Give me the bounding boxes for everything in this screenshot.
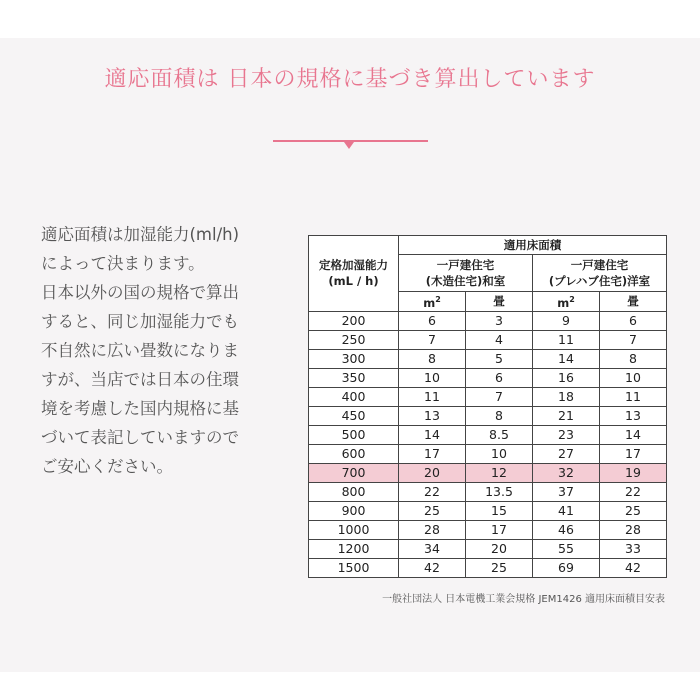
unit-m2: $m^2$ <box>399 292 466 312</box>
table-cell: 22 <box>600 482 667 501</box>
table-cell: 3 <box>466 311 533 330</box>
table-cell: 17 <box>399 444 466 463</box>
table-cell: 28 <box>600 520 667 539</box>
table-cell: 46 <box>533 520 600 539</box>
table-cell: 8 <box>399 349 466 368</box>
unit-tatami: 畳 <box>600 292 667 312</box>
table-cell: 41 <box>533 501 600 520</box>
table-row <box>309 463 667 482</box>
table-row <box>309 349 667 368</box>
table-cell: 15 <box>466 501 533 520</box>
area-table <box>308 235 667 578</box>
table-cell: 9 <box>533 311 600 330</box>
table-body <box>309 311 667 577</box>
table-cell: 450 <box>309 406 399 425</box>
table-cell: 18 <box>533 387 600 406</box>
table-cell: 42 <box>600 558 667 577</box>
unit-m2: $m^2$ <box>533 292 600 312</box>
table-cell: 6 <box>600 311 667 330</box>
table-row <box>309 311 667 330</box>
table-row <box>309 482 667 501</box>
table-cell: 700 <box>309 463 399 482</box>
table-cell: 7 <box>399 330 466 349</box>
table-cell: 200 <box>309 311 399 330</box>
table-cell: 10 <box>466 444 533 463</box>
table-cell: 8 <box>466 406 533 425</box>
table-cell: 1200 <box>309 539 399 558</box>
page-title: 適応面積は 日本の規格に基づき算出しています <box>104 67 596 92</box>
table-cell: 19 <box>600 463 667 482</box>
table-cell: 13 <box>399 406 466 425</box>
table-cell: 11 <box>399 387 466 406</box>
header-capacity: 定格加湿能力 (mL / h) <box>309 236 399 312</box>
table-cell: 10 <box>600 368 667 387</box>
table-cell: 500 <box>309 425 399 444</box>
description-line: ご安心ください。 <box>41 457 173 476</box>
table-cell: 7 <box>600 330 667 349</box>
table-cell: 6 <box>466 368 533 387</box>
description-line: すると、同じ加湿能力でも <box>41 312 239 331</box>
header-wood-house: 一戸建住宅 (木造住宅)和室 <box>399 255 533 292</box>
table-row <box>309 368 667 387</box>
table-row <box>309 520 667 539</box>
table-cell: 12 <box>466 463 533 482</box>
description-line: 不自然に広い畳数になりま <box>41 341 239 360</box>
table-cell: 55 <box>533 539 600 558</box>
table-cell: 900 <box>309 501 399 520</box>
table-cell: 8 <box>600 349 667 368</box>
unit-tatami: 畳 <box>466 292 533 312</box>
table-row <box>309 406 667 425</box>
table-cell: 42 <box>399 558 466 577</box>
table-row <box>309 539 667 558</box>
table-cell: 14 <box>399 425 466 444</box>
header-prefab-house: 一戸建住宅 (プレハブ住宅)洋室 <box>533 255 667 292</box>
table-cell: 69 <box>533 558 600 577</box>
description-line: 適応面積は加湿能力(ml/h) <box>41 225 240 244</box>
table-row <box>309 387 667 406</box>
table-cell: 8.5 <box>466 425 533 444</box>
table-cell: 14 <box>533 349 600 368</box>
description-line: 境を考慮した国内規格に基 <box>41 399 239 418</box>
table-row <box>309 501 667 520</box>
table-cell: 21 <box>533 406 600 425</box>
table-cell: 10 <box>399 368 466 387</box>
description-text <box>41 220 291 481</box>
table-cell: 350 <box>309 368 399 387</box>
table-cell: 400 <box>309 387 399 406</box>
table-cell: 600 <box>309 444 399 463</box>
table-cell: 28 <box>399 520 466 539</box>
table-cell: 17 <box>466 520 533 539</box>
table-cell: 16 <box>533 368 600 387</box>
table-cell: 11 <box>533 330 600 349</box>
table-cell: 300 <box>309 349 399 368</box>
table-cell: 25 <box>466 558 533 577</box>
table-cell: 1000 <box>309 520 399 539</box>
table-cell: 5 <box>466 349 533 368</box>
source-note: 一般社団法人 日本電機工業会規格 JEM1426 適用床面積目安表 <box>382 594 665 605</box>
table-cell: 14 <box>600 425 667 444</box>
table-cell: 20 <box>466 539 533 558</box>
table-cell: 37 <box>533 482 600 501</box>
table-cell: 34 <box>399 539 466 558</box>
table-cell: 25 <box>399 501 466 520</box>
table-cell: 800 <box>309 482 399 501</box>
table-cell: 27 <box>533 444 600 463</box>
table-row <box>309 558 667 577</box>
table-cell: 1500 <box>309 558 399 577</box>
table-cell: 33 <box>600 539 667 558</box>
table-row <box>309 425 667 444</box>
table-row <box>309 444 667 463</box>
table-cell: 7 <box>466 387 533 406</box>
table-cell: 32 <box>533 463 600 482</box>
table-row <box>309 330 667 349</box>
chevron-down-icon <box>344 142 354 149</box>
table-cell: 4 <box>466 330 533 349</box>
description-line: すが、当店では日本の住環 <box>41 370 239 389</box>
table-cell: 11 <box>600 387 667 406</box>
table-cell: 25 <box>600 501 667 520</box>
description-line: 日本以外の国の規格で算出 <box>41 283 239 302</box>
table-cell: 22 <box>399 482 466 501</box>
description-line: づいて表記していますので <box>41 428 239 447</box>
table-cell: 13.5 <box>466 482 533 501</box>
table-cell: 17 <box>600 444 667 463</box>
table-cell: 23 <box>533 425 600 444</box>
header-area: 適用床面積 <box>399 236 667 255</box>
table-cell: 20 <box>399 463 466 482</box>
table-cell: 6 <box>399 311 466 330</box>
description-line: によって決まります。 <box>41 254 205 273</box>
table-cell: 250 <box>309 330 399 349</box>
table-cell: 13 <box>600 406 667 425</box>
